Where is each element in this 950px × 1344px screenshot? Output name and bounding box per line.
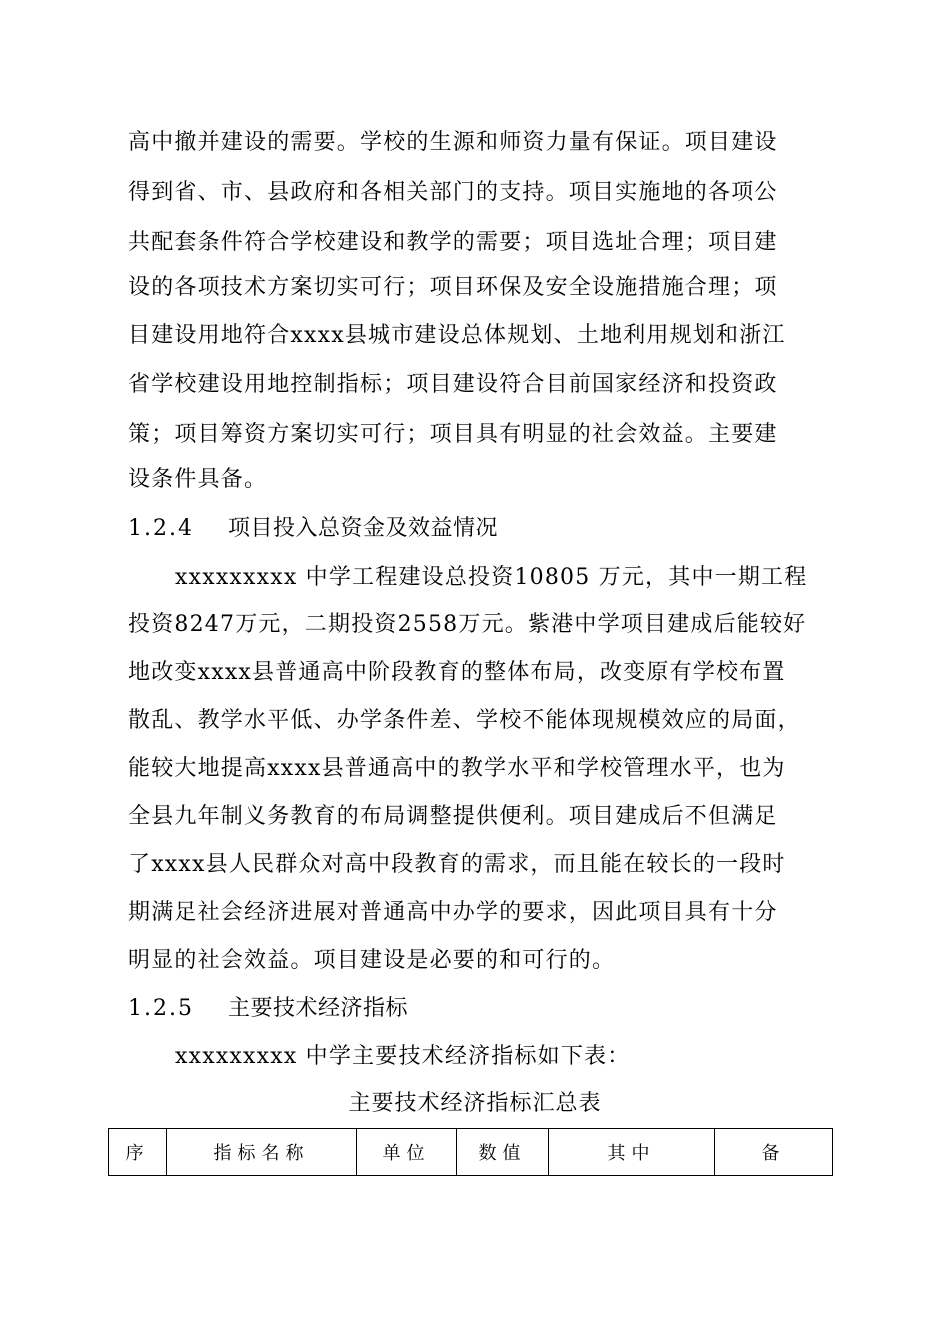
para2-line-1: xxxxxxxxx 中学工程建设总投资10805 万元，其中一期工程 [175, 565, 808, 590]
header-cell-index: 序 [109, 1129, 167, 1176]
para2-line-7: 了xxxx县人民群众对高中段教育的需求，而且能在较长的一段时 [128, 852, 786, 877]
para1-line-1: 高中撤并建设的需要。学校的生源和师资力量有保证。项目建设 [128, 130, 778, 155]
header-cell-indicator-name: 指标名称 [167, 1129, 357, 1176]
para1-line-6: 省学校建设用地控制指标；项目建设符合目前国家经济和投资政 [128, 372, 778, 397]
para3-line-1: xxxxxxxxx 中学主要技术经济指标如下表： [175, 1044, 631, 1069]
section-number: 1.2.4 [128, 516, 194, 541]
section-heading-1-2-5 [128, 994, 848, 1024]
indicator-table [108, 1128, 833, 1176]
header-cell-unit: 单位 [357, 1129, 457, 1176]
para1-line-2: 得到省、市、县政府和各相关部门的支持。项目实施地的各项公 [128, 180, 778, 205]
para2-line-4: 散乱、教学水平低、办学条件差、学校不能体现规模效应的局面， [128, 708, 801, 733]
table-header-row [109, 1129, 833, 1176]
para1-line-4: 设的各项技术方案切实可行；项目环保及安全设施措施合理；项 [128, 275, 778, 300]
para1-line-8: 设条件具备。 [128, 467, 268, 492]
para1-line-5: 目建设用地符合xxxx县城市建设总体规划、土地利用规划和浙江 [128, 323, 786, 348]
table-title: 主要技术经济指标汇总表 [348, 1091, 602, 1116]
header-cell-breakdown: 其中 [549, 1129, 715, 1176]
section-heading-1-2-4 [128, 514, 848, 544]
para2-line-8: 期满足社会经济进展对普通高中办学的要求，因此项目具有十分 [128, 900, 778, 925]
para2-line-5: 能较大地提高xxxx县普通高中的教学水平和学校管理水平，也为 [128, 756, 786, 781]
para2-line-9: 明显的社会效益。项目建设是必要的和可行的。 [128, 948, 616, 973]
section-number: 1.2.5 [128, 996, 194, 1021]
para2-line-6: 全县九年制义务教育的布局调整提供便利。项目建成后不但满足 [128, 804, 778, 829]
section-title: 项目投入总资金及效益情况 [228, 516, 499, 541]
header-cell-value: 数值 [457, 1129, 549, 1176]
para1-line-3: 共配套条件符合学校建设和教学的需要；项目选址合理；项目建 [128, 230, 778, 255]
para2-line-2: 投资8247万元，二期投资2558万元。紫港中学项目建成后能较好 [128, 612, 807, 637]
header-cell-remarks: 备 [715, 1129, 833, 1176]
para1-line-7: 策；项目筹资方案切实可行；项目具有明显的社会效益。主要建 [128, 422, 778, 447]
para2-line-3: 地改变xxxx县普通高中阶段教育的整体布局，改变原有学校布置 [128, 660, 786, 685]
section-title: 主要技术经济指标 [228, 996, 409, 1021]
